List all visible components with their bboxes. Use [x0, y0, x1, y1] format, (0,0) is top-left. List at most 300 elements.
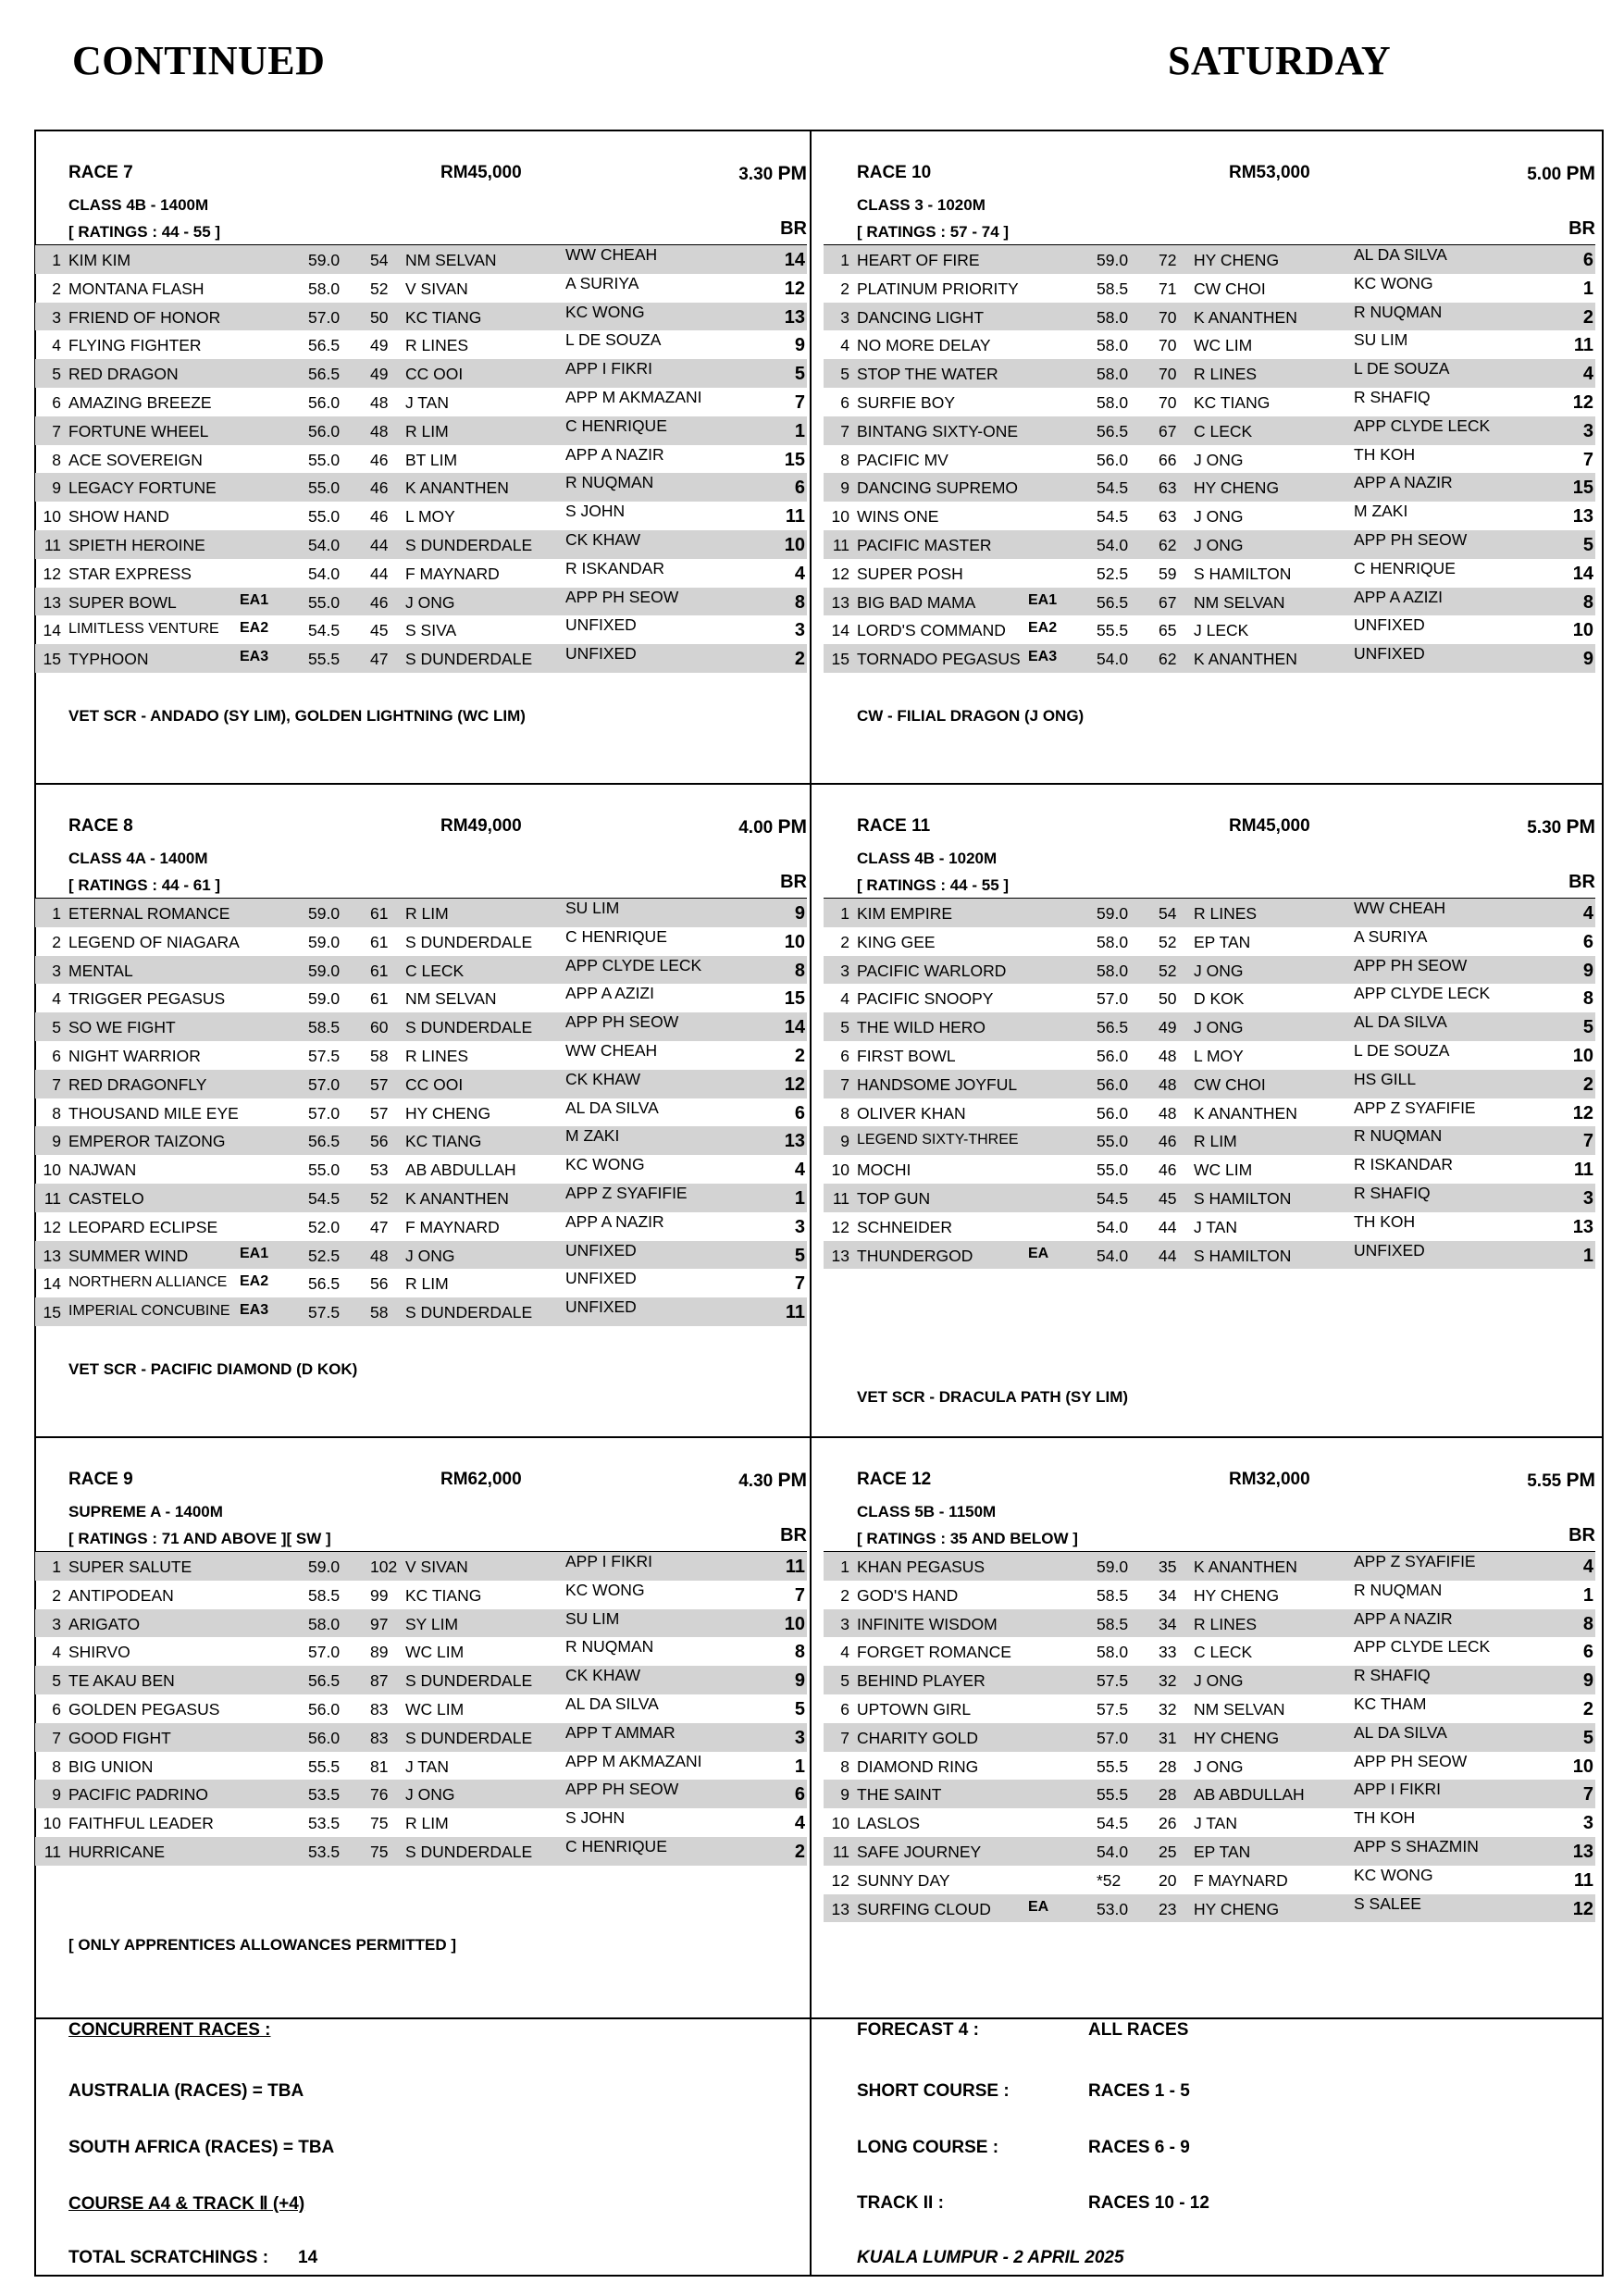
weight: 56.5 [1097, 1018, 1129, 1037]
jockey: WC LIM [405, 1643, 465, 1662]
jockey: F MAYNARD [1194, 1870, 1288, 1890]
runner-number: 3 [52, 1614, 61, 1633]
horse-name: LEGACY FORTUNE [68, 478, 217, 498]
runner-number: 2 [840, 1585, 849, 1605]
weight: 52.0 [308, 1217, 341, 1236]
barrier-draw: 3 [1582, 1187, 1593, 1209]
runner-number: 8 [52, 1756, 61, 1776]
barrier-draw: 10 [1572, 1045, 1593, 1066]
rating: 34 [1159, 1614, 1177, 1633]
rating: 26 [1159, 1814, 1177, 1833]
trainer-or-apprentice: APP S SHAZMIN [1354, 1836, 1479, 1855]
barrier-draw: 10 [784, 1613, 805, 1634]
weight: 55.5 [308, 650, 341, 669]
rating: 33 [1159, 1643, 1177, 1662]
table-row [35, 588, 807, 616]
race-class: CLASS 4B - 1400M [68, 196, 209, 214]
emergency-acceptor-code: EA2 [240, 1273, 269, 1290]
emergency-acceptor-code: EA2 [1028, 620, 1058, 637]
jockey: AB ABDULLAH [1194, 1785, 1305, 1805]
runner-number: 8 [840, 1103, 849, 1123]
jockey: HY CHENG [1194, 251, 1280, 269]
table-row [824, 1041, 1595, 1070]
table-row [824, 1155, 1595, 1184]
runner-number: 5 [52, 1018, 61, 1037]
barrier-draw: 9 [1582, 649, 1593, 670]
weight: 54.5 [1097, 478, 1129, 498]
jockey: L MOY [1194, 1046, 1244, 1065]
barrier-draw: 12 [1572, 1898, 1593, 1919]
runner-number: 4 [52, 336, 61, 355]
barrier-draw: 5 [794, 1245, 805, 1266]
jockey: J ONG [1194, 1671, 1244, 1691]
jockey: S DUNDERDALE [405, 1671, 533, 1691]
horse-name: KHAN PEGASUS [857, 1558, 986, 1576]
horse-name: FORGET ROMANCE [857, 1643, 1011, 1662]
table-row [35, 927, 807, 956]
trainer-or-apprentice: R NUQMAN [1354, 1580, 1443, 1599]
runner-number: 11 [832, 1188, 849, 1208]
barrier-draw: 9 [794, 903, 805, 924]
trainer-or-apprentice: R NUQMAN [1354, 1126, 1443, 1146]
rating: 67 [1159, 421, 1177, 441]
rating: 47 [370, 1217, 389, 1236]
weight: 58.0 [1097, 307, 1129, 327]
table-row [824, 956, 1595, 985]
table-row [35, 984, 807, 1012]
jockey: WC LIM [405, 1699, 465, 1719]
trainer-or-apprentice: APP A AZIZI [565, 984, 654, 1003]
runner-table [824, 1552, 1595, 1922]
table-row [35, 1269, 807, 1297]
table-row [824, 1552, 1595, 1581]
weight: 57.0 [308, 1103, 341, 1123]
weight: 52.5 [1097, 564, 1129, 583]
barrier-header: BR [780, 218, 807, 239]
rating: 48 [1159, 1103, 1177, 1123]
horse-name: SURFING CLOUD [857, 1899, 991, 1918]
rating: 31 [1159, 1728, 1177, 1747]
prize-money: RM62,000 [440, 1470, 522, 1489]
barrier-draw: 5 [794, 1698, 805, 1719]
weight: 55.0 [1097, 1132, 1129, 1151]
runner-number: 12 [831, 1870, 849, 1890]
trainer-or-apprentice: APP PH SEOW [565, 587, 679, 606]
weight: 59.0 [308, 961, 341, 980]
australia-races: AUSTRALIA (RACES) = TBA [68, 2081, 304, 2101]
runner-number: 2 [52, 279, 61, 298]
table-row [35, 899, 807, 927]
barrier-draw: 12 [1572, 1102, 1593, 1123]
jockey: C LECK [1194, 1643, 1253, 1662]
barrier-draw: 1 [1582, 1584, 1593, 1606]
trainer-or-apprentice: L DE SOUZA [1354, 1040, 1450, 1060]
race-time-value: 3.30 [738, 165, 774, 184]
table-row [824, 984, 1595, 1012]
weight: 54.0 [1097, 1246, 1129, 1265]
rating: 70 [1159, 336, 1177, 355]
race-ratings: [ RATINGS : 71 AND ABOVE ][ SW ] [68, 1530, 331, 1547]
horse-name: SURFIE BOY [857, 392, 955, 412]
emergency-acceptor-code: EA3 [240, 649, 269, 665]
runner-number: 8 [840, 450, 849, 469]
trainer-or-apprentice: APP I FIKRI [565, 359, 653, 379]
weight: 56.0 [1097, 1046, 1129, 1065]
jockey: F MAYNARD [405, 564, 500, 583]
horse-name: RED DRAGONFLY [68, 1074, 207, 1094]
horse-name: HEART OF FIRE [857, 251, 980, 269]
trainer-or-apprentice: TH KOH [1354, 1211, 1416, 1231]
runner-number: 11 [832, 535, 849, 554]
horse-name: PACIFIC MASTER [857, 535, 992, 554]
horse-name: TYPHOON [68, 650, 149, 669]
table-row [824, 359, 1595, 388]
forecast-label: FORECAST 4 : [857, 2020, 979, 2040]
runner-number: 12 [43, 564, 61, 583]
weight: 54.5 [1097, 1814, 1129, 1833]
barrier-draw: 2 [1582, 1074, 1593, 1095]
runner-number: 13 [831, 592, 849, 612]
trainer-or-apprentice: TH KOH [1354, 444, 1416, 464]
table-row [35, 1070, 807, 1098]
rating: 45 [370, 621, 389, 640]
rating: 52 [370, 279, 389, 298]
weight: 53.0 [1097, 1899, 1129, 1918]
runner-number: 6 [52, 1046, 61, 1065]
race-time [738, 1470, 807, 1492]
weight: 58.5 [308, 1018, 341, 1037]
trainer-or-apprentice: S JOHN [565, 502, 626, 521]
header-continued: CONTINUED [72, 38, 326, 83]
barrier-draw: 11 [785, 1557, 805, 1577]
trainer-or-apprentice: SU LIM [1354, 330, 1408, 350]
short-course-value: RACES 1 - 5 [1088, 2081, 1190, 2101]
trainer-or-apprentice: L DE SOUZA [1354, 359, 1450, 379]
weight: 57.5 [308, 1046, 341, 1065]
rating: 56 [370, 1132, 389, 1151]
barrier-draw: 2 [794, 1045, 805, 1066]
rating: 45 [1159, 1188, 1177, 1208]
trainer-or-apprentice: APP PH SEOW [1354, 955, 1468, 974]
runner-number: 9 [52, 1132, 61, 1151]
jockey: S DUNDERDALE [405, 1018, 533, 1037]
barrier-header: BR [1568, 872, 1595, 892]
rating: 48 [370, 421, 389, 441]
table-row [824, 615, 1595, 644]
rating: 46 [370, 507, 389, 527]
runner-number: 5 [52, 365, 61, 384]
table-row [824, 1780, 1595, 1808]
jockey: S HAMILTON [1194, 1188, 1292, 1208]
trainer-or-apprentice: C HENRIQUE [565, 416, 667, 435]
table-row [824, 899, 1595, 927]
weight: 58.0 [308, 279, 341, 298]
emergency-acceptor-code: EA1 [240, 591, 269, 608]
rating: 59 [1159, 564, 1177, 583]
runner-number: 6 [840, 1699, 849, 1719]
weight: 56.5 [308, 336, 341, 355]
runner-number: 9 [840, 1785, 849, 1805]
barrier-draw: 8 [1582, 988, 1593, 1010]
weight: 53.5 [308, 1842, 341, 1861]
rating: 60 [370, 1018, 389, 1037]
barrier-draw: 15 [784, 988, 805, 1010]
barrier-draw: 2 [1582, 1698, 1593, 1719]
table-row [824, 1752, 1595, 1781]
jockey: WC LIM [1194, 336, 1253, 355]
table-row [35, 644, 807, 673]
horse-name: NIGHT WARRIOR [68, 1046, 201, 1065]
horse-name: OLIVER KHAN [857, 1103, 966, 1123]
rating: 46 [1159, 1160, 1177, 1180]
barrier-draw: 3 [794, 1216, 805, 1237]
jockey: EP TAN [1194, 1842, 1251, 1861]
rating: 44 [1159, 1217, 1177, 1236]
rating: 58 [370, 1303, 389, 1322]
table-row [35, 1694, 807, 1723]
runner-number: 9 [52, 1785, 61, 1805]
rating: 71 [1159, 279, 1177, 298]
jockey: D KOK [1194, 989, 1245, 1009]
race-10-note: CW - FILIAL DRAGON (J ONG) [857, 707, 1085, 725]
runner-number: 9 [840, 478, 849, 498]
horse-name: SCHNEIDER [857, 1217, 953, 1236]
weight: 56.0 [1097, 1103, 1129, 1123]
runner-number: 11 [832, 1842, 849, 1861]
race-class: CLASS 3 - 1020M [857, 196, 986, 214]
weight: 54.0 [1097, 1217, 1129, 1236]
barrier-draw: 8 [1582, 591, 1593, 613]
weight: 58.0 [1097, 336, 1129, 355]
horse-name: CHARITY GOLD [857, 1728, 978, 1747]
runner-table [824, 245, 1595, 673]
weight: 58.0 [1097, 932, 1129, 951]
jockey: HY CHENG [1194, 1585, 1280, 1605]
trainer-or-apprentice: APP A NAZIR [1354, 1608, 1453, 1628]
weight: 53.5 [308, 1785, 341, 1805]
runner-number: 11 [43, 535, 61, 554]
weight: 55.0 [1097, 1160, 1129, 1180]
rating: 102 [370, 1558, 398, 1576]
horse-name: ARIGATO [68, 1614, 141, 1633]
barrier-header: BR [1568, 218, 1595, 239]
trainer-or-apprentice: APP M AKMAZANI [565, 1751, 702, 1770]
trainer-or-apprentice: HS GILL [1354, 1069, 1417, 1088]
horse-name: SO WE FIGHT [68, 1018, 176, 1037]
weight: 53.5 [308, 1814, 341, 1833]
race-7-note: VET SCR - ANDADO (SY LIM), GOLDEN LIGHTNING (WC LIM) [68, 707, 526, 725]
rating: 61 [370, 932, 389, 951]
table-row [35, 1098, 807, 1127]
rating: 63 [1159, 478, 1177, 498]
barrier-draw: 6 [794, 1102, 805, 1123]
trainer-or-apprentice: KC WONG [565, 302, 645, 321]
table-row [824, 1666, 1595, 1694]
weight: 59.0 [1097, 904, 1129, 923]
table-row [824, 1808, 1595, 1837]
jockey: J TAN [405, 392, 449, 412]
jockey: R LINES [405, 336, 469, 355]
trainer-or-apprentice: R NUQMAN [565, 1637, 654, 1657]
table-row [35, 530, 807, 559]
horse-name: LIMITLESS VENTURE [68, 621, 219, 638]
table-row [824, 1070, 1595, 1098]
rating: 28 [1159, 1785, 1177, 1805]
jockey: K ANANTHEN [1194, 307, 1297, 327]
race-time [738, 816, 807, 838]
weight: 54.0 [308, 535, 341, 554]
rating: 46 [1159, 1132, 1177, 1151]
rating: 53 [370, 1160, 389, 1180]
rating: 97 [370, 1614, 389, 1633]
runner-number: 3 [52, 961, 61, 980]
horse-name: BINTANG SIXTY-ONE [857, 421, 1019, 441]
total-scratchings-label: TOTAL SCRATCHINGS : [68, 2248, 269, 2267]
barrier-draw: 6 [1582, 1642, 1593, 1663]
horse-name: TOP GUN [857, 1188, 931, 1208]
horse-name: NORTHERN ALLIANCE [68, 1274, 228, 1291]
emergency-acceptor-code: EA1 [240, 1245, 269, 1261]
table-row [824, 388, 1595, 416]
horse-name: DIAMOND RING [857, 1756, 979, 1776]
trainer-or-apprentice: APP M AKMAZANI [565, 387, 702, 406]
barrier-draw: 7 [794, 1584, 805, 1606]
horse-name: THE WILD HERO [857, 1018, 986, 1037]
emergency-acceptor-code: EA1 [1028, 591, 1058, 608]
jockey: WC LIM [1194, 1160, 1253, 1180]
barrier-draw: 11 [785, 506, 805, 527]
runner-number: 8 [52, 1103, 61, 1123]
horse-name: FORTUNE WHEEL [68, 421, 209, 441]
barrier-draw: 11 [1573, 1869, 1593, 1891]
runner-number: 2 [52, 932, 61, 951]
runner-table [824, 899, 1595, 1269]
weight: 56.0 [308, 1699, 341, 1719]
horse-name: ETERNAL ROMANCE [68, 904, 230, 923]
table-row [35, 1012, 807, 1041]
table-row [35, 1752, 807, 1781]
rating: 62 [1159, 535, 1177, 554]
header-saturday: SATURDAY [1168, 38, 1392, 83]
race-number: RACE 7 [68, 163, 133, 182]
weight: 55.0 [308, 1160, 341, 1180]
runner-number: 13 [831, 1246, 849, 1265]
table-row [35, 1637, 807, 1666]
trainer-or-apprentice: C HENRIQUE [565, 926, 667, 946]
barrier-draw: 8 [794, 960, 805, 981]
race-number: RACE 11 [857, 816, 931, 836]
weight: 56.5 [308, 365, 341, 384]
weight: 58.5 [1097, 1614, 1129, 1633]
race-class: CLASS 4B - 1020M [857, 850, 998, 867]
trainer-or-apprentice: APP Z SYAFIFIE [565, 1183, 688, 1202]
trainer-or-apprentice: AL DA SILVA [565, 1098, 659, 1117]
table-row [824, 1866, 1595, 1894]
barrier-draw: 6 [1582, 931, 1593, 952]
rating: 87 [370, 1671, 389, 1691]
rating: 83 [370, 1728, 389, 1747]
rating: 48 [1159, 1046, 1177, 1065]
trainer-or-apprentice: R SHAFIQ [1354, 1666, 1431, 1685]
runner-number: 15 [831, 650, 849, 669]
horse-name: THUNDERGOD [857, 1246, 973, 1265]
weight: 54.0 [1097, 650, 1129, 669]
runner-number: 13 [831, 1899, 849, 1918]
race-ratings: [ RATINGS : 44 - 61 ] [68, 876, 221, 894]
runner-number: 11 [43, 1842, 61, 1861]
runner-number: 10 [43, 1160, 61, 1180]
race-time-value: 4.30 [738, 1471, 774, 1491]
runner-table [35, 899, 807, 1326]
horse-name: INFINITE WISDOM [857, 1614, 998, 1633]
jockey: C LECK [1194, 421, 1253, 441]
runner-number: 4 [52, 989, 61, 1009]
trainer-or-apprentice: APP CLYDE LECK [565, 955, 702, 974]
barrier-draw: 15 [1572, 478, 1593, 499]
weight: 58.5 [1097, 1585, 1129, 1605]
jockey: V SIVAN [405, 279, 468, 298]
rating: 61 [370, 989, 389, 1009]
barrier-draw: 4 [1582, 903, 1593, 924]
race-class: CLASS 4A - 1400M [68, 850, 208, 867]
runner-number: 4 [840, 989, 849, 1009]
jockey: KC TIANG [1194, 392, 1271, 412]
race-time-value: 5.00 [1527, 165, 1562, 184]
horse-name: ANTIPODEAN [68, 1585, 174, 1605]
table-row [824, 1012, 1595, 1041]
jockey: J TAN [1194, 1814, 1237, 1833]
weight: 57.5 [1097, 1699, 1129, 1719]
rating: 28 [1159, 1756, 1177, 1776]
forecast-value: ALL RACES [1088, 2020, 1189, 2040]
horse-name: SUNNY DAY [857, 1870, 950, 1890]
rating: 83 [370, 1699, 389, 1719]
jockey: EP TAN [1194, 932, 1251, 951]
jockey: S DUNDERDALE [405, 1303, 533, 1322]
jockey: S DUNDERDALE [405, 1842, 533, 1861]
jockey: HY CHENG [1194, 478, 1280, 498]
weight: 55.0 [308, 592, 341, 612]
race-number: RACE 12 [857, 1470, 932, 1489]
trainer-or-apprentice: UNFIXED [565, 1240, 637, 1260]
trainer-or-apprentice: AL DA SILVA [1354, 1722, 1447, 1742]
runner-number: 7 [52, 1728, 61, 1747]
weight: 57.0 [308, 1074, 341, 1094]
emergency-acceptor-code: EA [1028, 1245, 1049, 1261]
barrier-draw: 7 [794, 391, 805, 413]
rating: 35 [1159, 1558, 1177, 1576]
horse-name: HANDSOME JOYFUL [857, 1074, 1018, 1094]
runner-number: 2 [840, 279, 849, 298]
runner-number: 15 [43, 1303, 61, 1322]
horse-name: FLYING FIGHTER [68, 336, 202, 355]
barrier-draw: 3 [794, 620, 805, 641]
race-9-note: [ ONLY APPRENTICES ALLOWANCES PERMITTED ] [68, 1936, 457, 1954]
table-row [35, 1241, 807, 1270]
rating: 48 [1159, 1074, 1177, 1094]
horse-name: SAFE JOURNEY [857, 1842, 982, 1861]
jockey: S DUNDERDALE [405, 932, 533, 951]
race-class: CLASS 5B - 1150M [857, 1503, 997, 1520]
horse-name: RED DRAGON [68, 365, 179, 384]
table-row [35, 1609, 807, 1638]
table-row [35, 502, 807, 530]
trainer-or-apprentice: APP A AZIZI [1354, 587, 1443, 606]
rating: 47 [370, 650, 389, 669]
runner-number: 8 [840, 1756, 849, 1776]
trainer-or-apprentice: KC WONG [1354, 273, 1433, 292]
weight: 56.5 [1097, 592, 1129, 612]
